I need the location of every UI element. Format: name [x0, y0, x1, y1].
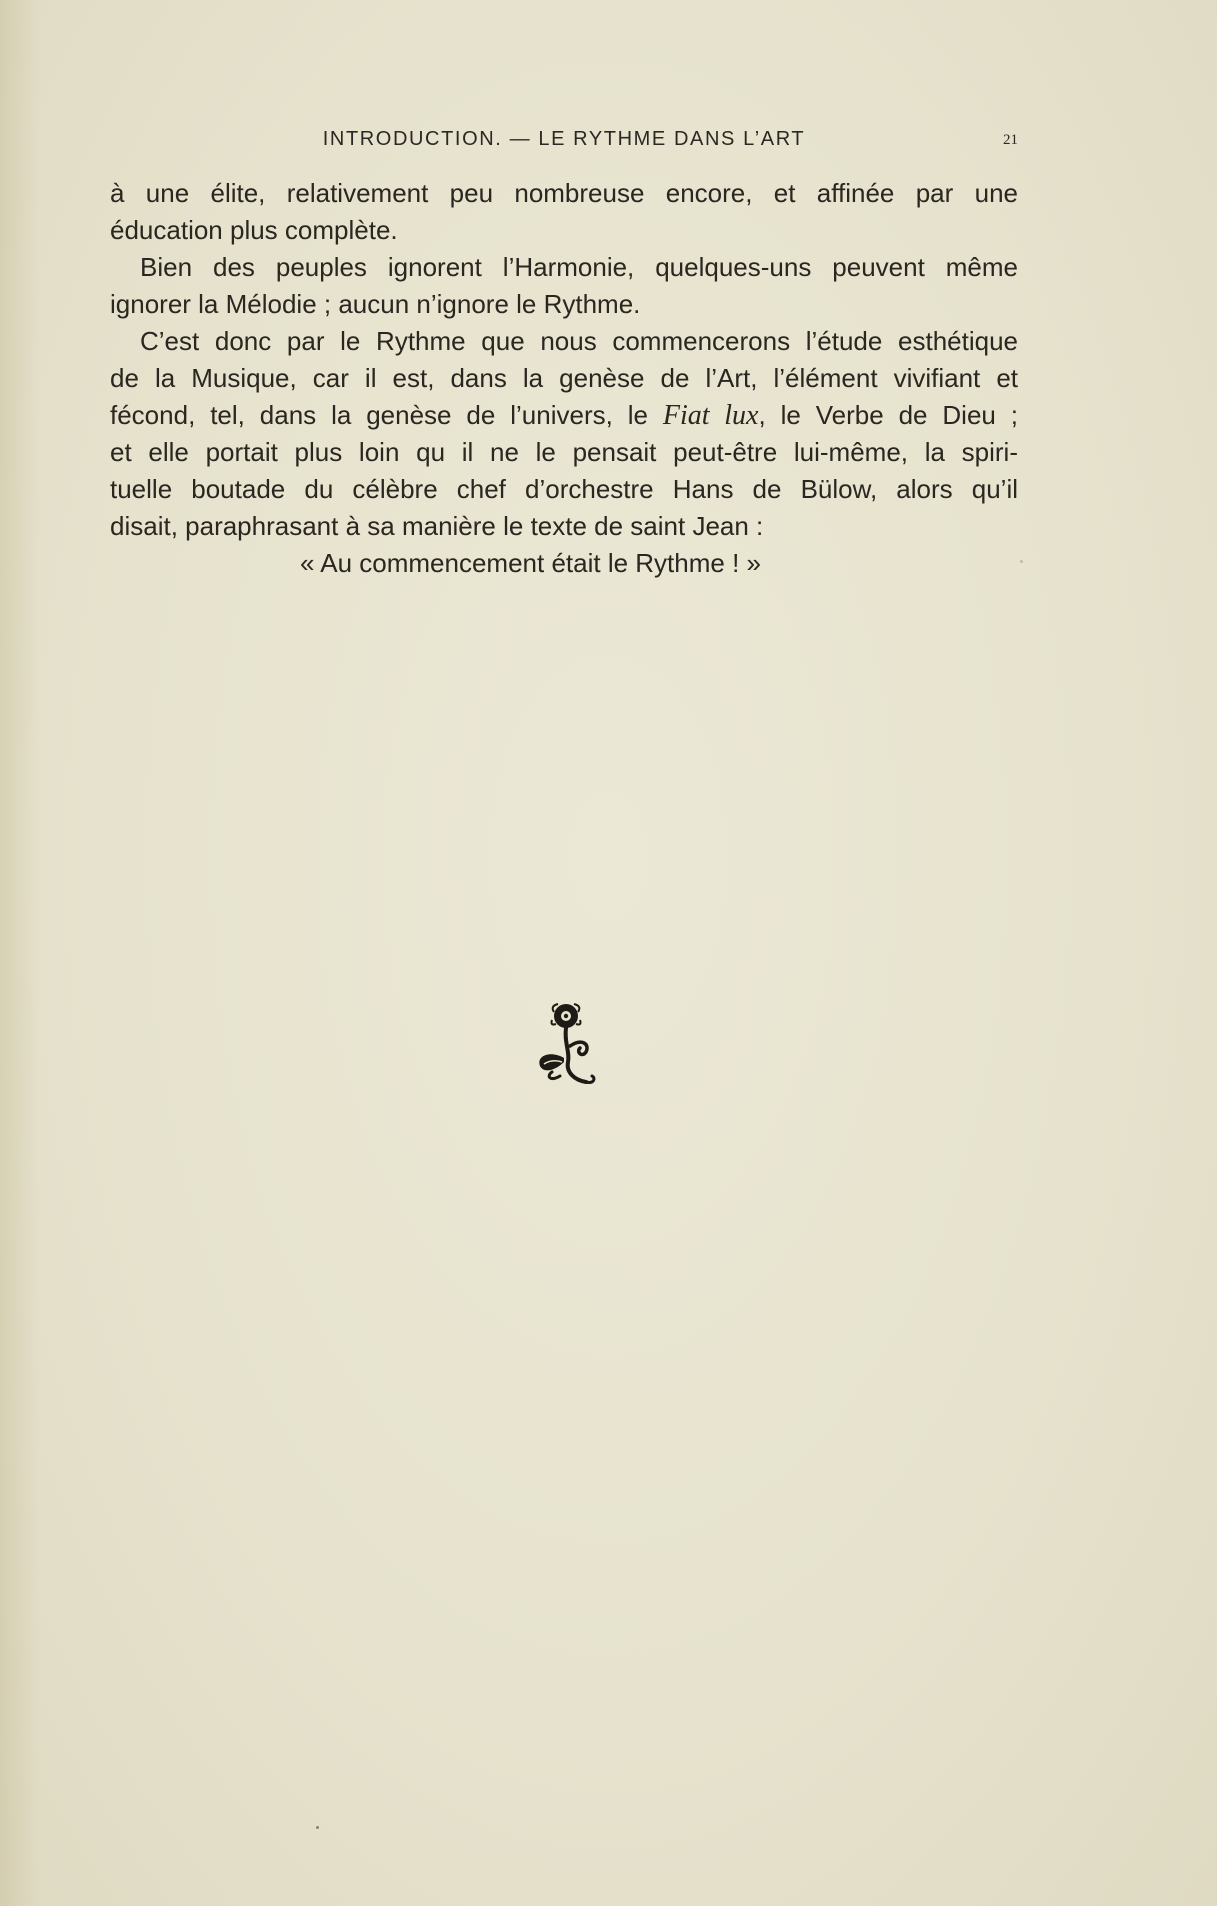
body-text: [110, 175, 1018, 582]
running-title: INTRODUCTION. — LE RYTHME DANS L’ART: [322, 128, 806, 150]
text-line: éducation plus complète.: [110, 215, 398, 245]
text-line: Bien des peuples ignorent l’Harmonie, quelques-uns peuvent même: [140, 252, 1018, 282]
paragraph-2: [110, 249, 1018, 323]
page-number: 21: [1003, 132, 1018, 148]
paper-speck: [316, 1826, 319, 1829]
text-line-with-italic: [110, 397, 1018, 434]
running-head: [110, 128, 1018, 158]
quote-line: « Au commencement était le Rythme ! »: [300, 548, 761, 578]
paragraph-3: [110, 323, 1018, 545]
text-line: tuelle boutade du célèbre chef d’orchestre Hans de Bülow, alors qu’il: [110, 474, 1018, 504]
paper-speck: [1020, 560, 1023, 563]
text-line: et elle portait plus loin qu il ne le pensait peut-être lui-même, la spiri-: [110, 437, 1018, 467]
text-line: ignorer la Mélodie ; aucun n’ignore le Rythme.: [110, 289, 641, 319]
text-segment: fécond, tel, dans la genèse de l’univers, le: [110, 400, 663, 430]
text-line: disait, paraphrasant à sa manière le texte de saint Jean :: [110, 511, 764, 541]
text-segment: , le Verbe de Dieu ;: [758, 400, 1019, 430]
paragraph-1: [110, 175, 1018, 249]
italic-phrase: Fiat lux: [662, 400, 759, 431]
text-line: de la Musique, car il est, dans la genèse de l’Art, l’élément vivifiant et: [110, 363, 1018, 393]
text-line: à une élite, relativement peu nombreuse encore, et affinée par une: [110, 178, 1018, 208]
floral-tailpiece-icon: [530, 1000, 602, 1090]
text-line: C’est donc par le Rythme que nous commencerons l’étude esthétique: [140, 326, 1018, 356]
quotation: [110, 545, 1018, 582]
